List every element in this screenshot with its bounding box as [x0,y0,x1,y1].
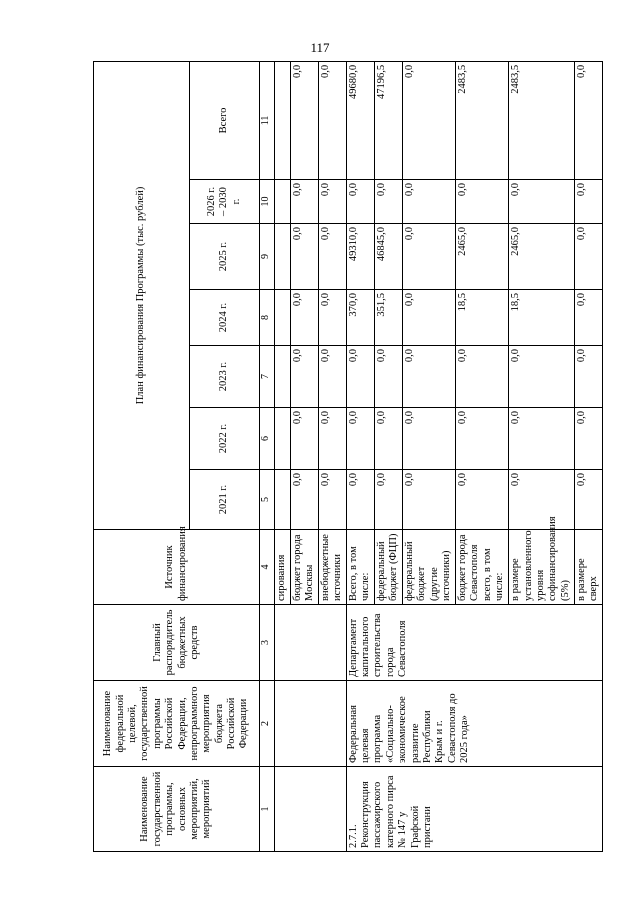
value-cell: 0,0 [374,180,402,224]
value-cell: 0,0 [402,346,455,408]
source-cell: в размере установленного уровня софинансирования (5%) [509,530,575,605]
value-cell: 0,0 [456,346,509,408]
index-cell: 9 [260,224,275,290]
header-year-2025: 2025 г. [190,224,260,290]
index-row [260,61,275,851]
value-cell: 0,0 [574,61,602,179]
source-cell: бюджет города Москвы [290,530,318,605]
value-cell: 0,0 [402,61,455,179]
index-cell: 7 [260,346,275,408]
index-cell: 8 [260,290,275,346]
value-cell: 0,0 [402,408,455,470]
value-cell: 2483,5 [509,61,575,179]
value-cell: 0,0 [574,224,602,290]
value-cell: 0,0 [402,470,455,530]
value-cell: 370,0 [346,290,374,346]
header-manager: Главный распорядитель бюджетных средств [94,605,260,681]
value-cell: 0,0 [402,180,455,224]
value-cell: 0,0 [374,408,402,470]
program-cell: Федеральная целевая программа «Социально-экономическое развитие Республики Крым и г. Севастополя до 2025 года» [346,681,602,767]
value-cell: 49680,0 [346,61,374,179]
value-cell: 0,0 [374,470,402,530]
header-year-2023: 2023 г. [190,346,260,408]
source-cell: бюджет города Севастополя всего, в том числе: [456,530,509,605]
rotated-table-wrapper [93,62,603,852]
value-cell: 0,0 [574,346,602,408]
value-cell: 0,0 [509,346,575,408]
value-cell: 0,0 [374,346,402,408]
header-program: Наименование федеральной целевой, государственной программы Российской Федерации, непрограммного мероприятия бюджета Российской Федерации [94,681,260,767]
continuation-row-tail [275,61,291,851]
value-cell: 2465,0 [456,224,509,290]
measure-cell: 2.7.1. Реконструкция пассажирского катерного пирса № 147 у Графской пристани [346,767,602,852]
value-cell: 0,0 [456,408,509,470]
source-cell: федеральный бюджет (ФЦП) [374,530,402,605]
index-cell: 4 [260,530,275,605]
header-plan: План финансирования Программы (тыс. рублей) [94,61,190,529]
value-cell: 0,0 [402,290,455,346]
index-cell: 10 [260,180,275,224]
value-cell: 0,0 [456,180,509,224]
value-cell: 0,0 [318,61,346,179]
header-year-2024: 2024 г. [190,290,260,346]
value-cell: 0,0 [346,346,374,408]
source-cell: внебюджетные источники [318,530,346,605]
header-source: Источник финансирования [94,530,260,605]
value-cell: 0,0 [574,290,602,346]
value-cell: 0,0 [509,408,575,470]
value-cell: 0,0 [318,470,346,530]
index-cell: 11 [260,61,275,179]
header-year-2022: 2022 г. [190,408,260,470]
continuation-program-cell [275,681,347,767]
value-cell: 2483,5 [456,61,509,179]
value-cell: 0,0 [346,470,374,530]
value-cell: 0,0 [290,290,318,346]
table-row [346,61,374,851]
page-number: 117 [310,40,330,55]
value-cell: 49310,0 [346,224,374,290]
header-total: Всего [190,61,260,179]
value-cell: 0,0 [509,470,575,530]
financing-table [93,61,603,852]
value-cell: 0,0 [509,180,575,224]
value-cell: 0,0 [346,408,374,470]
index-cell: 6 [260,408,275,470]
index-cell: 1 [260,767,275,852]
continuation-measure-cell [275,767,347,852]
header-year-2021: 2021 г. [190,470,260,530]
value-cell: 0,0 [290,470,318,530]
index-cell: 3 [260,605,275,681]
value-cell: 0,0 [574,408,602,470]
value-cell: 0,0 [346,180,374,224]
value-cell: 0,0 [318,346,346,408]
value-cell: 0,0 [290,408,318,470]
index-cell: 2 [260,681,275,767]
value-cell: 0,0 [290,180,318,224]
value-cell: 0,0 [318,408,346,470]
value-cell: 0,0 [290,61,318,179]
value-cell: 0,0 [290,346,318,408]
header-year-2026-2030: 2026 г. – 2030 г. [190,180,260,224]
source-cell: сирования [275,530,291,605]
header-measure: Наименование государственной программы, основных мероприятий, мероприятий [94,767,260,852]
value-cell: 351,5 [374,290,402,346]
source-cell: федеральный бюджет (другие источники) [402,530,455,605]
index-cell: 5 [260,470,275,530]
value-cell: 0,0 [318,224,346,290]
value-cell: 0,0 [574,470,602,530]
value-cell: 46845,0 [374,224,402,290]
value-cell: 0,0 [290,224,318,290]
value-cell: 0,0 [574,180,602,224]
value-cell: 2465,0 [509,224,575,290]
continuation-manager-cell [275,605,347,681]
value-cell: 0,0 [456,470,509,530]
source-cell: в размере сверх [574,530,602,605]
value-cell: 0,0 [318,290,346,346]
value-cell: 0,0 [402,224,455,290]
value-cell: 18,5 [509,290,575,346]
value-cell: 18,5 [456,290,509,346]
value-cell: 0,0 [318,180,346,224]
source-cell: Всего, в том числе: [346,530,374,605]
manager-cell: Департамент капитального строительства города Севастополя [346,605,602,681]
value-cell: 47196,5 [374,61,402,179]
